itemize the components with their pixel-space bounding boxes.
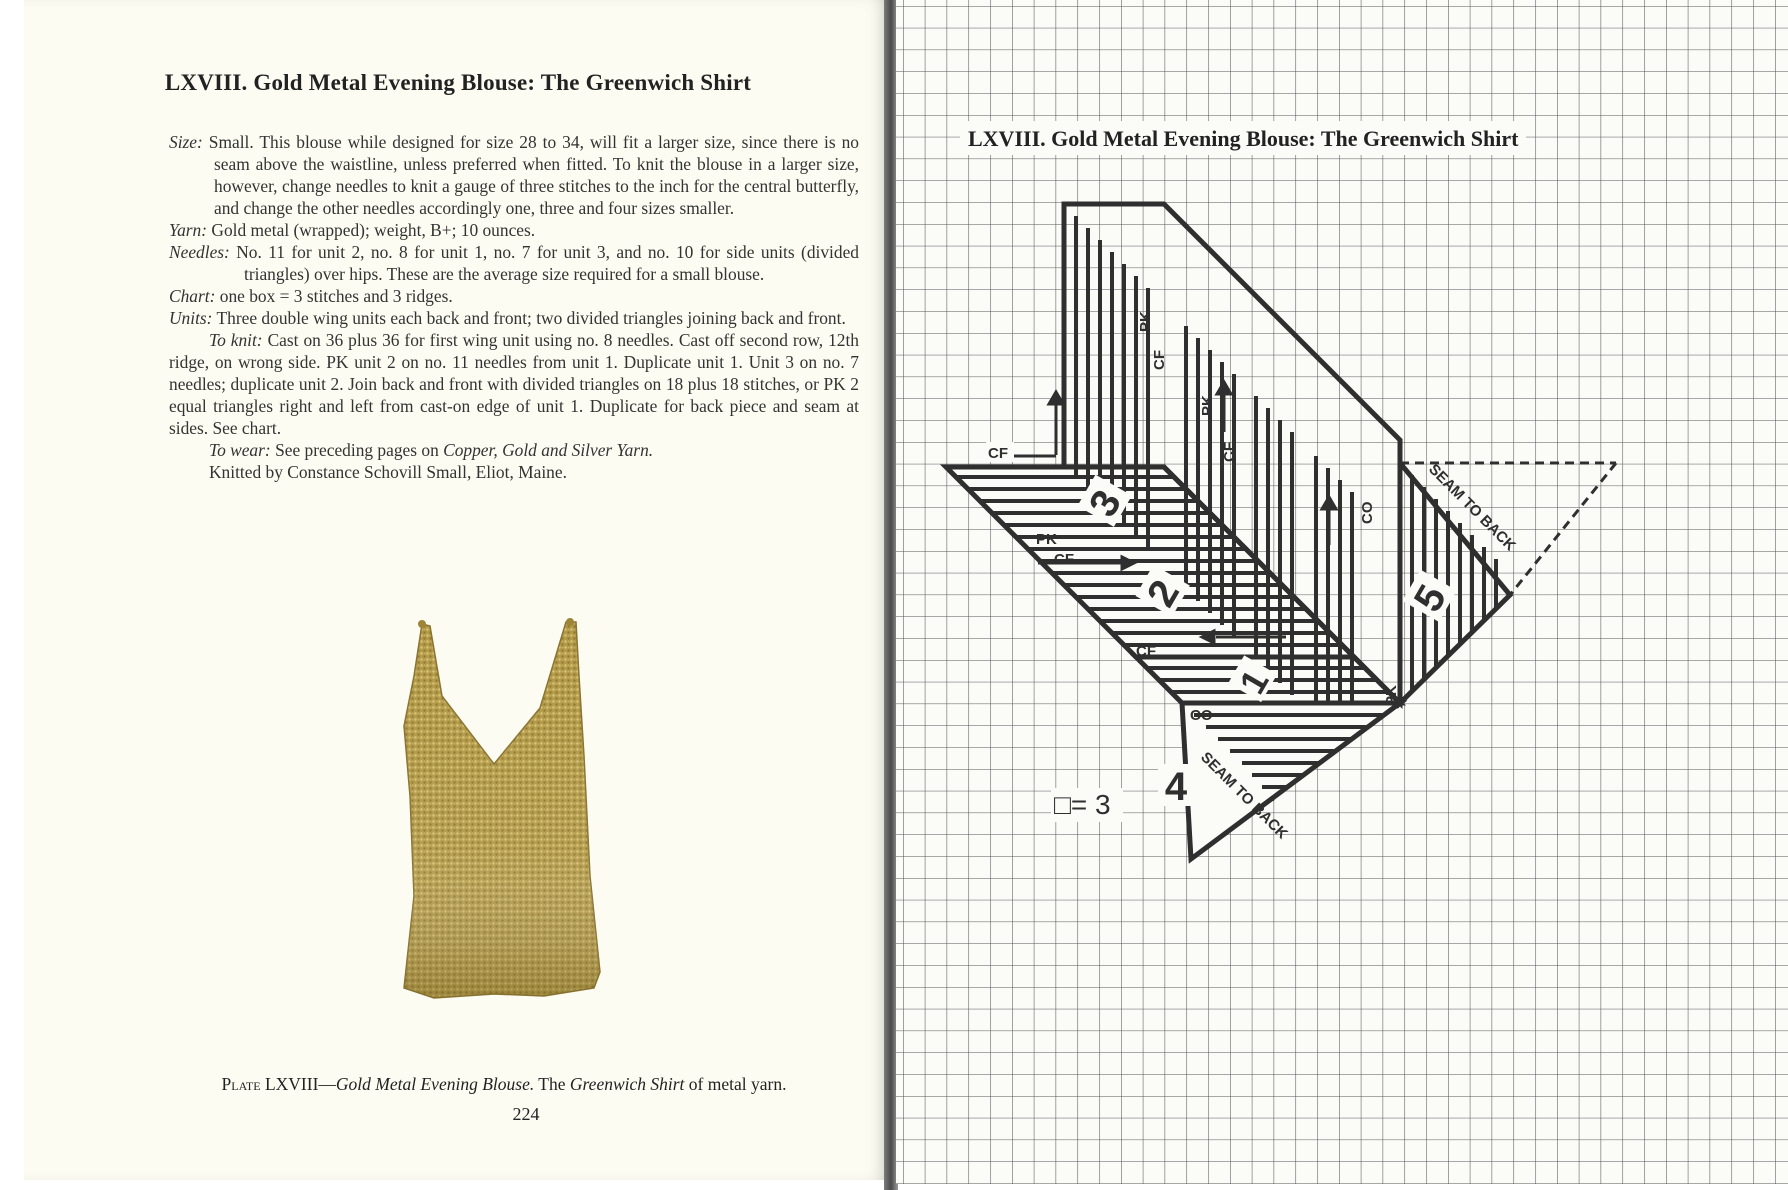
left-strap-knot <box>418 620 426 628</box>
units-entry <box>169 307 859 329</box>
size-entry <box>169 131 859 219</box>
pk-label-left: PK <box>1036 531 1057 548</box>
to-knit-paragraph <box>169 329 859 439</box>
right-strap-knot <box>566 618 574 626</box>
to-wear-paragraph <box>169 439 859 461</box>
caption-title: Gold Metal Evening Blouse. <box>335 1074 535 1094</box>
needles-entry <box>169 241 859 285</box>
chart-entry <box>169 285 859 307</box>
blouse-shading <box>404 622 600 998</box>
cf-label-lower: CF <box>1054 551 1074 568</box>
needles-text: No. 11 for unit 2, no. 8 for unit 1, no. 7 for unit 3, and no. 10 for side units (divided triangles) over hips. These are the average size required for a small blouse. <box>236 242 859 284</box>
chart-text: one box = 3 stitches and 3 ridges. <box>219 286 453 306</box>
units-text: Three double wing units each back and front; two divided triangles joining back and front. <box>216 308 846 328</box>
yarn-label: Yarn: <box>169 220 208 240</box>
unit-label-5: 5 <box>1405 577 1456 620</box>
size-text: Small. This blouse while designed for size 28 to 34, will fit a larger size, since there is no seam above the waistline, unless preferred when fitted. To knit the blouse in a larger size, however, change needles to knit a gauge of three stitches to the inch for the central butterfly, and change the other needles accordingly one, three and four sizes smaller. <box>208 132 859 218</box>
legend-text: □= 3 <box>1054 789 1111 820</box>
pk-label-mid: PK <box>1199 395 1216 416</box>
pk-label-right: PK <box>1383 685 1400 706</box>
caption-shirt-name: Greenwich Shirt <box>569 1074 685 1094</box>
to-wear-reference: Copper, Gold and Silver Yarn. <box>443 440 654 460</box>
to-knit-label: To knit: <box>209 330 263 350</box>
unit-label-1: 1 <box>1231 662 1277 701</box>
pattern-title: LXVIII. Gold Metal Evening Blouse: The Greenwich Shirt <box>164 70 752 95</box>
units-label: Units: <box>169 308 213 328</box>
page-number: 224 <box>512 1104 540 1124</box>
unit-label-4: 4 <box>1164 765 1188 809</box>
seam-to-back-bottom: SEAM TO BACK <box>1197 748 1291 843</box>
cf-label-left: CF <box>988 445 1008 462</box>
caption-end: of metal yarn. <box>688 1074 787 1094</box>
caption-the: The <box>538 1074 566 1094</box>
unit-label-3: 3 <box>1080 482 1131 525</box>
co-label: CO <box>1190 707 1213 724</box>
needles-label: Needles: <box>169 242 230 262</box>
co-label-mid: CO <box>1359 501 1376 524</box>
right-page <box>896 0 1788 1184</box>
caption-plate-word: Plate <box>221 1074 261 1094</box>
to-wear-label: To wear: <box>209 440 271 460</box>
cf-label-top: CF <box>1151 350 1168 370</box>
gold-blouse-photo <box>384 616 664 1016</box>
chart-title: LXVIII. Gold Metal Evening Blouse: The Greenwich Shirt <box>968 126 1519 151</box>
knitted-by: Knitted by Constance Schovill Small, Eliot, Maine. <box>209 462 567 482</box>
pk-label-top: PK <box>1137 311 1154 332</box>
yarn-text: Gold metal (wrapped); weight, B+; 10 ounces. <box>211 220 536 240</box>
left-page <box>24 0 892 1180</box>
cf-label-bottom: CF <box>1136 643 1156 660</box>
caption-plate-number: LXVIII— <box>264 1074 336 1094</box>
chart-legend <box>1051 788 1123 822</box>
seam-to-back-right: SEAM TO BACK <box>1425 460 1519 555</box>
size-label: Size: <box>169 132 203 152</box>
cf-label-mid: CF <box>1221 442 1238 462</box>
yarn-entry <box>169 219 859 241</box>
to-knit-text: Cast on 36 plus 36 for first wing unit using no. 8 needles. Cast off second row, 12th ridge, on wrong side. PK unit 2 on no. 11 needles from unit 1. Duplicate unit 1. Unit 3 on no. 7 needles; duplicate unit 2. Join back and front with divided triangles on 18 plus 18 stitches, or PK 2 equal triangles right and left from cast-on edge of unit 1. Duplicate for back piece and seam at sides. See chart. <box>169 330 859 438</box>
unit-label-2: 2 <box>1138 572 1189 615</box>
pattern-instructions <box>169 131 859 483</box>
to-wear-text: See preceding pages on <box>275 440 439 460</box>
plate-caption <box>24 1074 984 1095</box>
chart-label: Chart: <box>169 286 216 306</box>
knitting-chart <box>896 0 1788 1184</box>
